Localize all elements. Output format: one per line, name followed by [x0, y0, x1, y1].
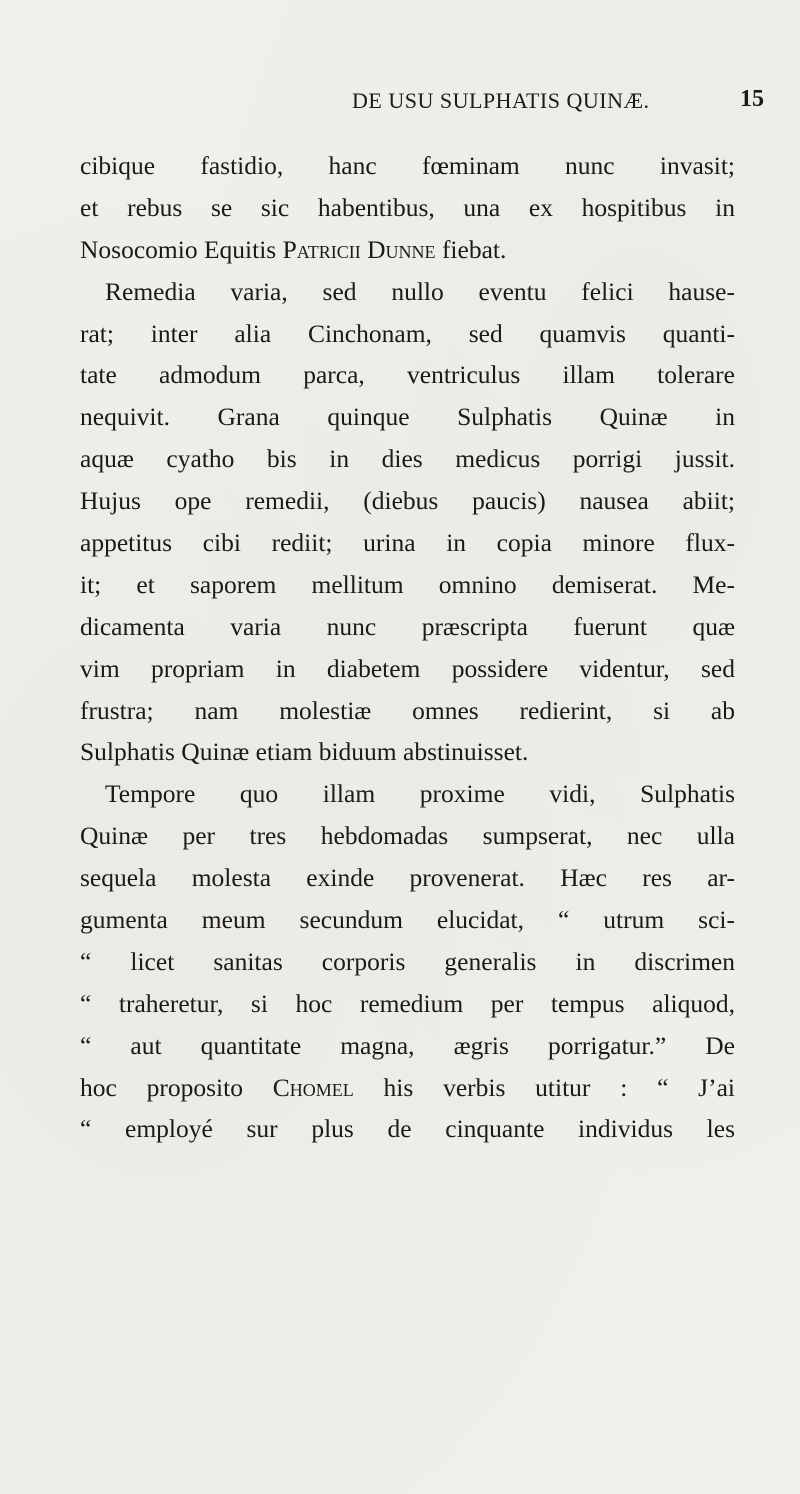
text-segment: nequivit. Grana quinque Sulphatis Quinæ in: [80, 402, 735, 432]
text-segment: Hujus ope remedii, (diebus paucis) nausea abiit;: [80, 486, 735, 516]
proper-name: Chomel: [272, 1072, 354, 1102]
running-title: DE USU SULPHATIS QUINÆ.: [352, 88, 650, 113]
text-segment: cibique fastidio, hanc fœminam nunc invasit;: [80, 151, 735, 180]
text-line: [80, 1025, 735, 1067]
text-line: [80, 480, 735, 522]
text-segment: tate admodum parca, ventriculus illam tolerare: [80, 360, 735, 390]
body-text: [80, 145, 735, 1150]
page-number: 15: [740, 86, 764, 112]
text-segment: Sulphatis Quinæ etiam biduum abstinuisset.: [80, 737, 529, 767]
text-segment: “ aut quantitate magna, ægris porrigatur.” De: [80, 1030, 735, 1060]
text-line: [80, 815, 735, 857]
text-line: [80, 941, 735, 983]
text-segment: et rebus se sic habentibus, una ex hospitibus in: [80, 192, 735, 222]
text-line: [80, 564, 735, 606]
text-segment: appetitus cibi rediit; urina in copia minore flux-: [80, 528, 735, 558]
text-line: [80, 1108, 735, 1150]
text-line: [80, 271, 735, 313]
text-line: [80, 145, 735, 187]
text-segment: Tempore quo illam proxime vidi, Sulphatis: [105, 779, 735, 809]
text-line: [80, 522, 735, 564]
text-segment: vim propriam in diabetem possidere videntur, sed: [80, 653, 735, 683]
text-segment: hoc proposito: [80, 1072, 273, 1102]
text-line: [80, 313, 735, 355]
text-segment: Remedia varia, sed nullo eventu felici hause-: [105, 276, 735, 306]
text-line: [80, 731, 735, 773]
text-line: [80, 1067, 735, 1109]
text-line: [80, 983, 735, 1025]
text-segment: dicamenta varia nunc præscripta fuerunt quæ: [80, 611, 735, 641]
text-segment: his verbis utitur : “ J’ai: [353, 1072, 736, 1102]
text-segment: rat; inter alia Cinchonam, sed quamvis quanti-: [80, 318, 735, 348]
text-line: [80, 187, 735, 229]
text-segment: aquæ cyatho bis in dies medicus porrigi jussit.: [80, 444, 735, 474]
text-line: [80, 229, 735, 271]
text-segment: “ employé sur plus de cinquante individus les: [80, 1114, 735, 1144]
text-segment: it; et saporem mellitum omnino demiserat. Me-: [80, 569, 735, 599]
text-segment: Quinæ per tres hebdomadas sumpserat, nec ulla: [80, 821, 735, 851]
text-line: [80, 606, 735, 648]
text-segment: gumenta meum secundum elucidat, “ utrum sci-: [80, 905, 735, 935]
text-segment: “ licet sanitas corporis generalis in discrimen: [80, 946, 735, 976]
text-line: [80, 857, 735, 899]
proper-name: Patricii Dunne: [282, 234, 436, 264]
text-line: [80, 354, 735, 396]
text-segment: frustra; nam molestiæ omnes redierint, si ab: [80, 695, 735, 725]
text-segment: sequela molesta exinde provenerat. Hæc res ar-: [80, 863, 735, 893]
text-line: [80, 899, 735, 941]
text-segment: fiebat.: [435, 234, 507, 264]
text-line: [80, 648, 735, 690]
text-segment: Nosocomio Equitis: [80, 234, 283, 264]
text-line: [80, 438, 735, 480]
text-line: [80, 690, 735, 732]
text-segment: “ traheretur, si hoc remedium per tempus aliquod,: [80, 988, 735, 1018]
text-line: [80, 396, 735, 438]
text-line: [80, 773, 735, 815]
